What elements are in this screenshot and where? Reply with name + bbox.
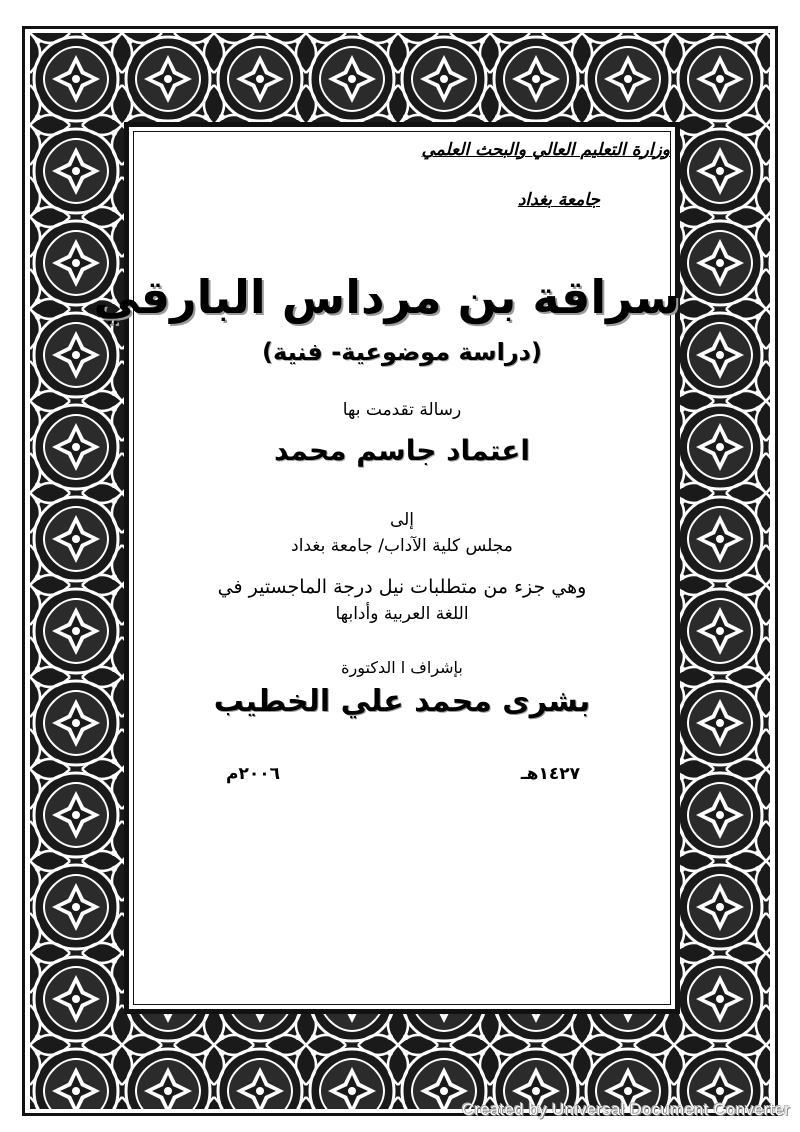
to-label: إلى [389, 510, 415, 530]
hijri-date: ١٤٢٧هـ [520, 764, 580, 784]
ministry-name: وزارة التعليم العالي والبحث العلمي [421, 140, 670, 160]
thesis-title: سراقة بن مرداس البارقي [93, 270, 680, 324]
university-name: جامعة بغداد [517, 190, 600, 210]
gregorian-date: ٢٠٠٦م [226, 764, 280, 784]
supervisor-name: بشرى محمد علي الخطيب [213, 684, 591, 719]
author-name: اعتماد جاسم محمد [274, 434, 530, 467]
supervision-label: بإشراف ا الدكتورة [341, 658, 463, 677]
degree-requirement: وهي جزء من متطلبات نيل درجة الماجستير في [217, 576, 587, 598]
title-panel [93, 122, 680, 1014]
submitted-by-label: رسالة تقدمت بها [342, 400, 462, 420]
thesis-subtitle: (دراسة موضوعية- فنية) [262, 338, 542, 366]
college-council: مجلس كلية الآداب/ جامعة بغداد [291, 536, 513, 556]
degree-field: اللغة العربية وأدابها [335, 604, 469, 624]
converter-watermark: Created by Universal Document Converter [461, 1100, 790, 1119]
